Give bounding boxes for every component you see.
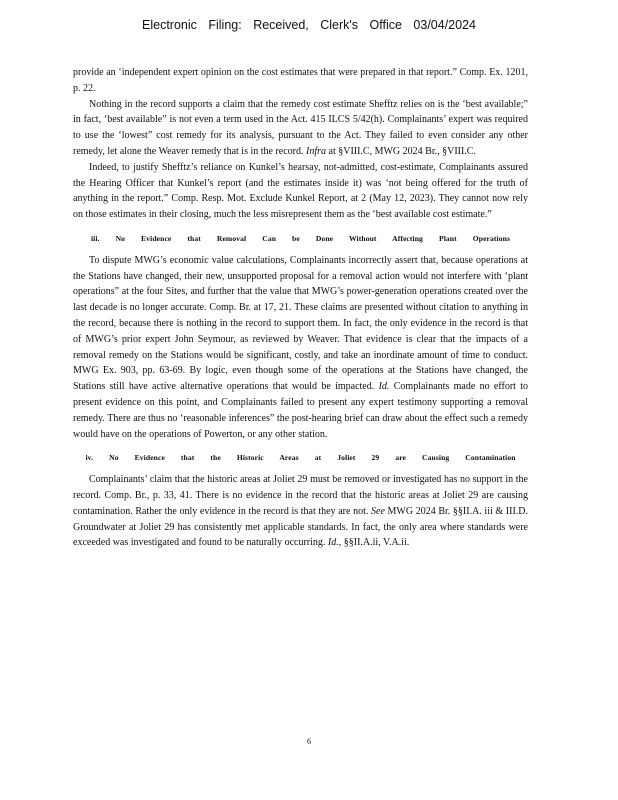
paragraph-text: Indeed, to justify Shefftz’s reliance on Kunkel’s hearsay, not-admitted, cost-estimate, Complainants assured the Hearing Officer that Kunkel’s report (and the estimates inside it) was ‘not being offered for the truth of anything in the report.” Comp. Resp. Mot. Exclude Kunkel Report, at 2 (May 12, 2023). They cannot now rely on those estimates in their closing, much the less misrepresent them as the ‘best available cost estimate.” [73, 161, 528, 221]
paragraph-text: MWG 2024 Br. §§II.A. iii & III.D. Groundwater at Joliet 29 has consistently met applicable standards. In fact, the only area where standards were exceeded was investigated and found to be naturally occurring. [73, 505, 529, 549]
paragraph-text: To dispute MWG’s economic value calculations, Complainants incorrectly assert that, because operations at the Stations have changed, their new, unsupported proposal for a removal action would not interfere with ‘plant operations” at the four Sites, and further that the value that MWG’s power-generation operations created over the last decade is no longer accurate. Comp. Br. at 17, 21. These claims are presented without citation to anything in the record, because there is nothing in the record to support them. In fact, the only evidence in the record is that of MWG’s prior expert John Seymour, as reviewed by Weaver. That evidence is clear that the impacts of a removal remedy on the Stations would be significant, costly, and take an inordinate amount of time to conduct. MWG Ex. 903, pp. 63-69. By logic, even though some of the operations at the Stations have changed, the Stations still have active alternative operations that would be impacted. [73, 254, 528, 393]
section-heading-plant-operations: iii. No Evidence that Removal Can be Done Without Affecting Plant Operations [90, 233, 511, 243]
paragraph-text: Complainants’ claim that the historic areas at Joliet 29 must be removed or investigated has no support in the record. Comp. Br., p. 33, 41. There is no evidence in the record that the historic areas at Joliet 29 are causing contamination. Rather the only evidence in the record is that they are not. [73, 474, 528, 517]
page-number: 6 [307, 737, 311, 746]
citation-signal-id: Id. [327, 537, 339, 549]
paragraph-text: Nothing in the record supports a claim that the remedy cost estimate Shefftz relies on is the ‘best available;” in fact, ‘best available” is not even a term used in the Act. 415 ILCS 5/42(h). Complainants’ expert was required to use the ‘lowest” cost remedy for its analysis, pursuant to the Act. They failed to even consider any other remedy, let alone the Weaver remedy that is in the record. [73, 98, 528, 157]
paragraph-text: , §§II.A.ii, V.A.ii. [338, 537, 410, 549]
section-heading-historic-areas: iv. No Evidence that the Historic Areas at Joliet 29 are Causing Contamination [85, 453, 516, 463]
citation-signal-see: See [371, 505, 385, 517]
paragraph-text: Complainants made no effort to present evidence on this point, and Complainants failed to present any expert testimony supporting a removal remedy. There are thus no ‘reasonable inferences” the post-hearing brief can draw about the effect such a remedy would have on the operations of Powerton, or any other station. [73, 381, 529, 440]
paragraph-text: provide an ‘independent expert opinion on the cost estimates that were prepared in that report.” Comp. Ex. 1201, p. 22. [73, 67, 528, 94]
paragraph-text: at §VIII.C, MWG 2024 Br., §VIII.C. [328, 145, 476, 157]
filing-header: Electronic Filing: Received, Clerk's Office 03/04/2024 [142, 18, 476, 32]
paragraph-best-available [73, 97, 528, 160]
paragraph-historic-areas [73, 472, 528, 551]
paragraph-kunkel-reliance [73, 160, 528, 223]
paragraph-plant-operations [73, 253, 528, 443]
citation-signal-infra: Infra [306, 145, 326, 157]
paragraph-expert-opinion [73, 65, 528, 97]
citation-signal-id: Id. [378, 381, 390, 393]
document-body [73, 65, 528, 551]
